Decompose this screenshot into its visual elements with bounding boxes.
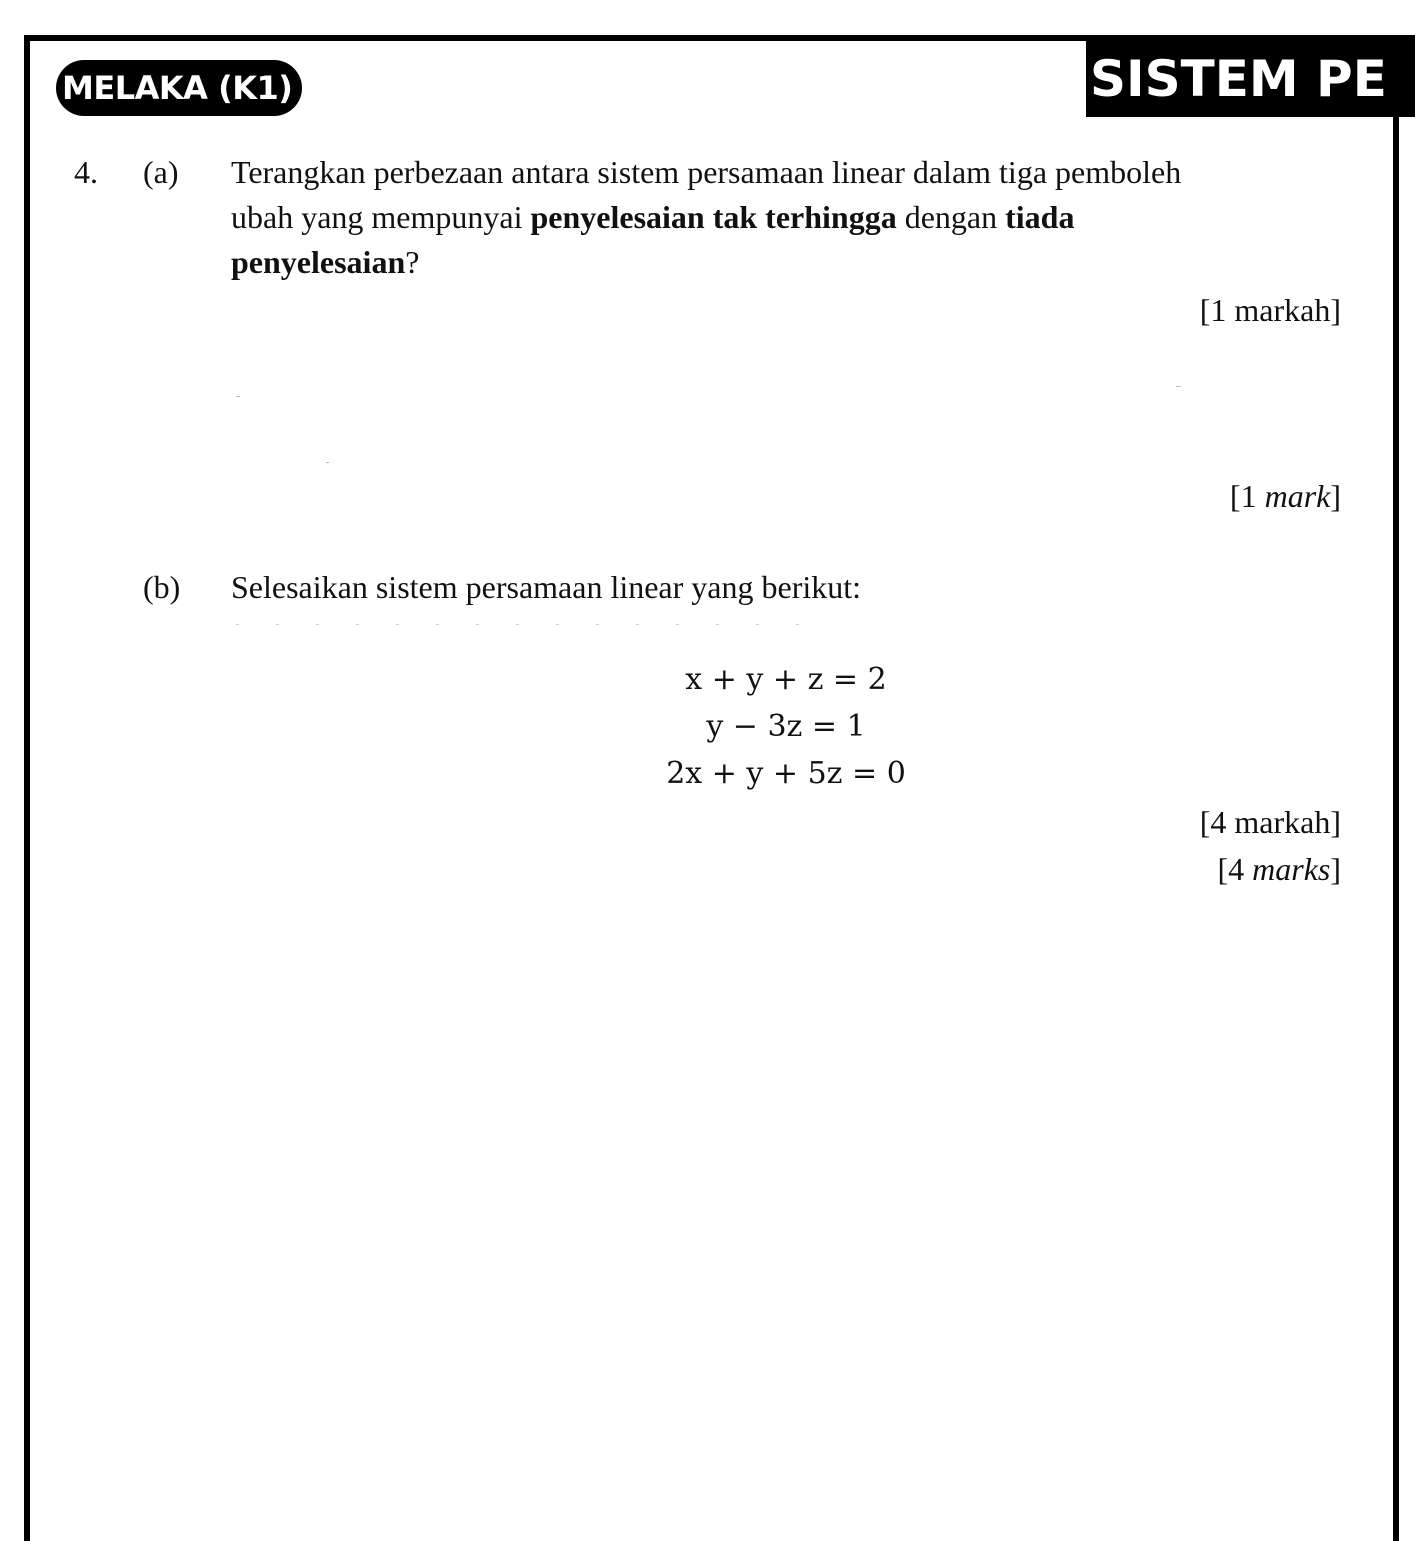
- part-b-question: Selesaikan sistem persamaan linear yang berikut:: [231, 569, 862, 605]
- equation-3: 2x + y + 5z = 0: [666, 756, 906, 791]
- page-border-right: [1393, 116, 1399, 1541]
- topic-banner: SISTEM PE: [1086, 41, 1415, 117]
- page-border-left: [24, 35, 30, 1541]
- part-a-line-3-end: ?: [405, 244, 420, 280]
- marks-word: marks: [1252, 851, 1331, 887]
- marks-word: mark: [1264, 478, 1331, 514]
- question-number: 4.: [74, 154, 98, 190]
- part-b-label: (b): [143, 569, 181, 605]
- term-infinite-solutions: penyelesaian tak terhingga: [530, 199, 897, 235]
- part-b-marks-english: [1217, 847, 1341, 892]
- faded-text-row: [236, 624, 836, 625]
- faded-text-mark: [1176, 386, 1181, 387]
- part-a-line-2-mid: dengan: [896, 199, 1006, 235]
- part-b-marks-malay: [4 markah]: [1199, 804, 1341, 840]
- part-a-line-1: Terangkan perbezaan antara sistem persamaan linear dalam tiga pemboleh: [231, 154, 1182, 190]
- equation-1: x + y + z = 2: [685, 662, 887, 697]
- marks-close: ]: [1330, 851, 1341, 887]
- part-a-line-2: [231, 195, 1331, 240]
- term-no-solution-1: tiada: [1005, 199, 1075, 235]
- marks-close: ]: [1330, 478, 1341, 514]
- part-a-marks-malay: [1 markah]: [1199, 292, 1341, 328]
- faded-text-mark: [326, 462, 329, 463]
- equation-2: y − 3z = 1: [706, 709, 866, 744]
- part-a-line-3: [231, 240, 1331, 285]
- region-label: MELAKA (K1): [56, 60, 302, 116]
- part-a-line-2-pre: ubah yang mempunyai: [231, 199, 531, 235]
- marks-open: [1: [1229, 478, 1265, 514]
- part-a-label: (a): [143, 154, 179, 190]
- part-a-question: [231, 150, 1331, 285]
- part-a-marks-english: [1230, 474, 1341, 519]
- faded-text-mark: [236, 396, 240, 397]
- term-no-solution-2: penyelesaian: [231, 244, 406, 280]
- marks-open: [4: [1217, 851, 1253, 887]
